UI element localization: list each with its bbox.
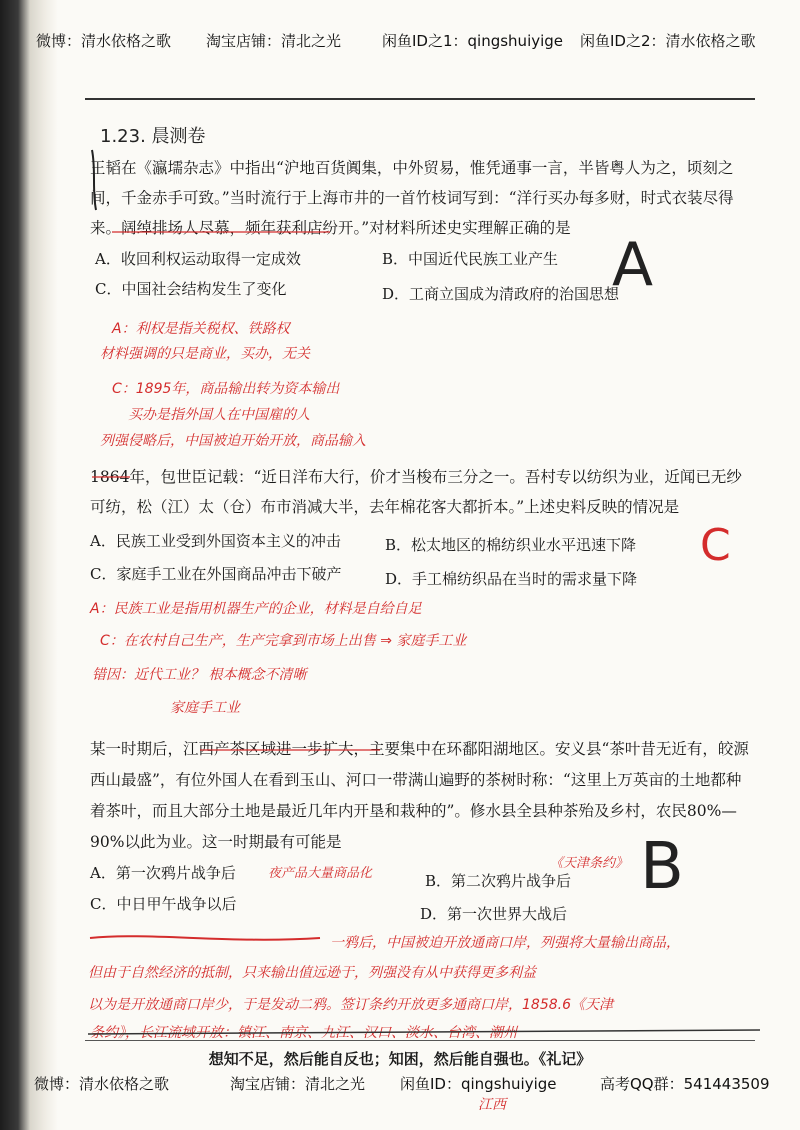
q1-note-2: 材料强调的只是商业，买办，无关 xyxy=(100,346,310,362)
q1-option-a: A．收回利权运动取得一定成效 xyxy=(95,250,301,268)
question-2-stem: 1864年，包世臣记载：“近日洋布大行，价才当梭布三分之一。吾村专以纺织为业，近闻已无纱可纺，松（江）太（仓）布市消减大半，去年棉花客大都折本。”上述史料反映的情况是 xyxy=(90,468,742,516)
q1-note-4: 买办是指外国人在中国雇的人 xyxy=(128,407,310,423)
q3-note-4: 条约》，长江流域开放：镇江、南京、九江、汉口、淡水、台湾、潮州 xyxy=(90,1025,517,1041)
q3-note-3: 以为是开放通商口岸少，于是发动二鸦。签订条约开放更多通商口岸，1858.6《天津 xyxy=(88,997,613,1013)
q3-option-c: C．中日甲午战争以后 xyxy=(90,895,237,913)
question-3-stem: 某一时期后，江西产茶区域进一步扩大，主要集中在环鄱阳湖地区。安义县“茶叶昔无近有，皎源西山最盛”，有位外国人在看到玉山、河口一带满山遍野的茶树时称：“这里上万英亩的土地都种着茶叶，而且大部分土地是最近几年内开垦和栽种的”。修水县全县种茶殆及乡村，农民80%—90%以此为业。这一时期最有可能是 xyxy=(90,740,749,851)
section-title: 1.23. 晨测卷 xyxy=(100,126,206,147)
q3-option-d: D．第一次世界大战后 xyxy=(420,905,568,923)
q2-option-d: D．手工棉纺织品在当时的需求量下降 xyxy=(385,570,638,588)
footer-weibo: 微博：清水依格之歌 xyxy=(34,1075,170,1093)
q1-note-3: C：1895年，商品输出转为资本输出 xyxy=(112,381,340,397)
q1-note-1: A：利权是指关税权、铁路权 xyxy=(112,321,290,337)
q2-option-b: B．松太地区的棉纺织业水平迅速下降 xyxy=(385,536,637,554)
q3-note-2: 但由于自然经济的抵制，只来输出值远逊于，列强没有从中获得更多利益 xyxy=(88,965,536,981)
divider-stroke xyxy=(88,1030,760,1034)
q3-note-5: 江西 xyxy=(478,1097,506,1113)
bottom-rule xyxy=(85,1040,755,1041)
q3-pencil-note-2: 《天津条约》 xyxy=(550,856,629,871)
q3-answer-mark: B xyxy=(640,830,684,904)
header-taobao: 淘宝店铺：清北之光 xyxy=(206,32,342,50)
q2-option-a: A．民族工业受到外国资本主义的冲击 xyxy=(90,532,341,550)
q3-note-1: 一鸦后，中国被迫开放通商口岸，列强将大量输出商品， xyxy=(330,935,680,951)
q2-note-2: C：在农村自己生产，生产完拿到市场上出售 ⇒ 家庭手工业 xyxy=(100,633,467,649)
q1-note-5: 列强侵略后，中国被迫开始开放，商品输入 xyxy=(100,433,366,449)
header-xianyu-1: 闲鱼ID之1：qingshuiyige xyxy=(382,32,564,50)
q1-option-b: B．中国近代民族工业产生 xyxy=(382,250,559,268)
footer-taobao: 淘宝店铺：清北之光 xyxy=(230,1075,366,1093)
q2-note-3: 错因：近代工业？ 根本概念不清晰 xyxy=(92,667,307,683)
header-weibo: 微博：清水依格之歌 xyxy=(36,32,172,50)
pencil-bracket-q1 xyxy=(92,150,96,210)
q2-option-c: C．家庭手工业在外国商品冲击下破产 xyxy=(90,565,342,583)
q3-option-b: B．第二次鸦片战争后 xyxy=(425,872,572,890)
q1-answer-mark: A xyxy=(612,230,654,300)
footer-qq: 高考QQ群：541443509 xyxy=(600,1075,770,1093)
q2-note-4: 家庭手工业 xyxy=(170,700,240,716)
strikethrough-stroke xyxy=(90,936,320,939)
q3-pencil-note-1: 夜产品大量商品化 xyxy=(268,866,373,881)
q1-option-d: D．工商立国成为清政府的治国思想 xyxy=(382,285,620,303)
header-xianyu-2: 闲鱼ID之2：清水依格之歌 xyxy=(580,32,756,50)
footer-xianyu: 闲鱼ID：qingshuiyige xyxy=(400,1075,557,1093)
q2-note-1: A：民族工业是指用机器生产的企业，材料是自给自足 xyxy=(90,601,422,617)
q2-answer-mark: C xyxy=(700,520,731,571)
motto: 想知不足，然后能自反也；知困，然后能自强也。《礼记》 xyxy=(208,1050,592,1068)
q1-option-c: C．中国社会结构发生了变化 xyxy=(95,280,287,298)
q3-option-a: A．第一次鸦片战争后 xyxy=(90,864,236,882)
question-1-stem: 王韬在《瀛壖杂志》中指出“沪地百货阗集，中外贸易，惟凭通事一言，半皆粤人为之，顷刻之间，千金赤手可致。”当时流行于上海市井的一首竹枝词写到：“洋行买办每多财，时式衣装尽得来。阔绰排场人尽慕，频年获利店纷开。”对材料所述史实理解正确的是 xyxy=(90,159,734,237)
